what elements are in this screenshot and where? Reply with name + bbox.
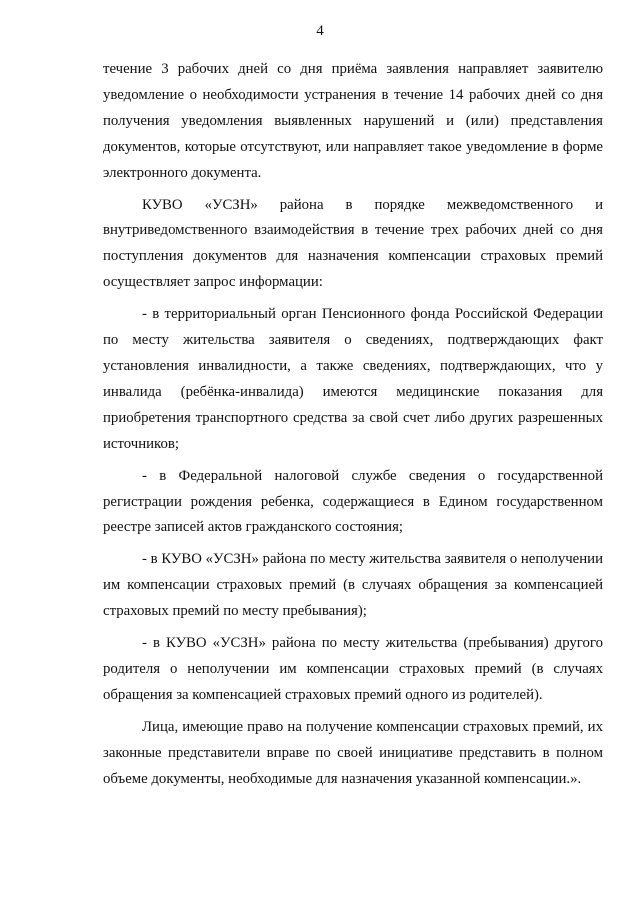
paragraph-tax-service-request: - в Федеральной налоговой службе сведения о государственной регистрации рождения ребенка, содержащиеся в Едином государственном реестре записей актов гражданского состояния; bbox=[103, 467, 603, 536]
paragraph-pension-fund-request: - в территориальный орган Пенсионного фонда Российской Федерации по месту жительства заявителя о сведениях, подтверждающих факт установления инвалидности, а также сведениях, подтверждающих, что у инвалида (ребёнка-инвалида) имеются медицинские показания для приобретения транспортного средства за свой счет либо других разрешенных источников; bbox=[103, 306, 603, 452]
document-body bbox=[103, 57, 603, 798]
paragraph-other-parent-request: - в КУВО «УСЗН» района по месту жительства (пребывания) другого родителя о неполучении им компенсации страховых премий (в случаях обращения за компенсацией страховых премий одного из родителей). bbox=[103, 635, 603, 703]
page-number: 4 bbox=[316, 23, 324, 39]
paragraph-continuation: течение 3 рабочих дней со дня приёма заявления направляет заявителю уведомление о необходимости устранения в течение 14 рабочих дней со дня получения уведомления выявленных нарушений и (или) представления документов, которые отсутствуют, или направляет такое уведомление в форме электронного документа. bbox=[103, 61, 603, 181]
paragraph-information-request: КУВО «УСЗН» района в порядке межведомственного и внутриведомственного взаимодействия в течение трех рабочих дней со дня поступления документов для назначения компенсации страховых премий осуществляет запрос информации: bbox=[103, 196, 603, 291]
paragraph-applicant-residence-request: - в КУВО «УСЗН» района по месту жительства заявителя о неполучении им компенсации страховых премий (в случаях обращения за компенсацией страховых премий по месту пребывания); bbox=[103, 551, 603, 620]
paragraph-representatives-right: Лица, имеющие право на получение компенсации страховых премий, их законные представители вправе по своей инициативе представить в полном объеме документы, необходимые для назначения указанной компенсации.». bbox=[103, 718, 603, 787]
